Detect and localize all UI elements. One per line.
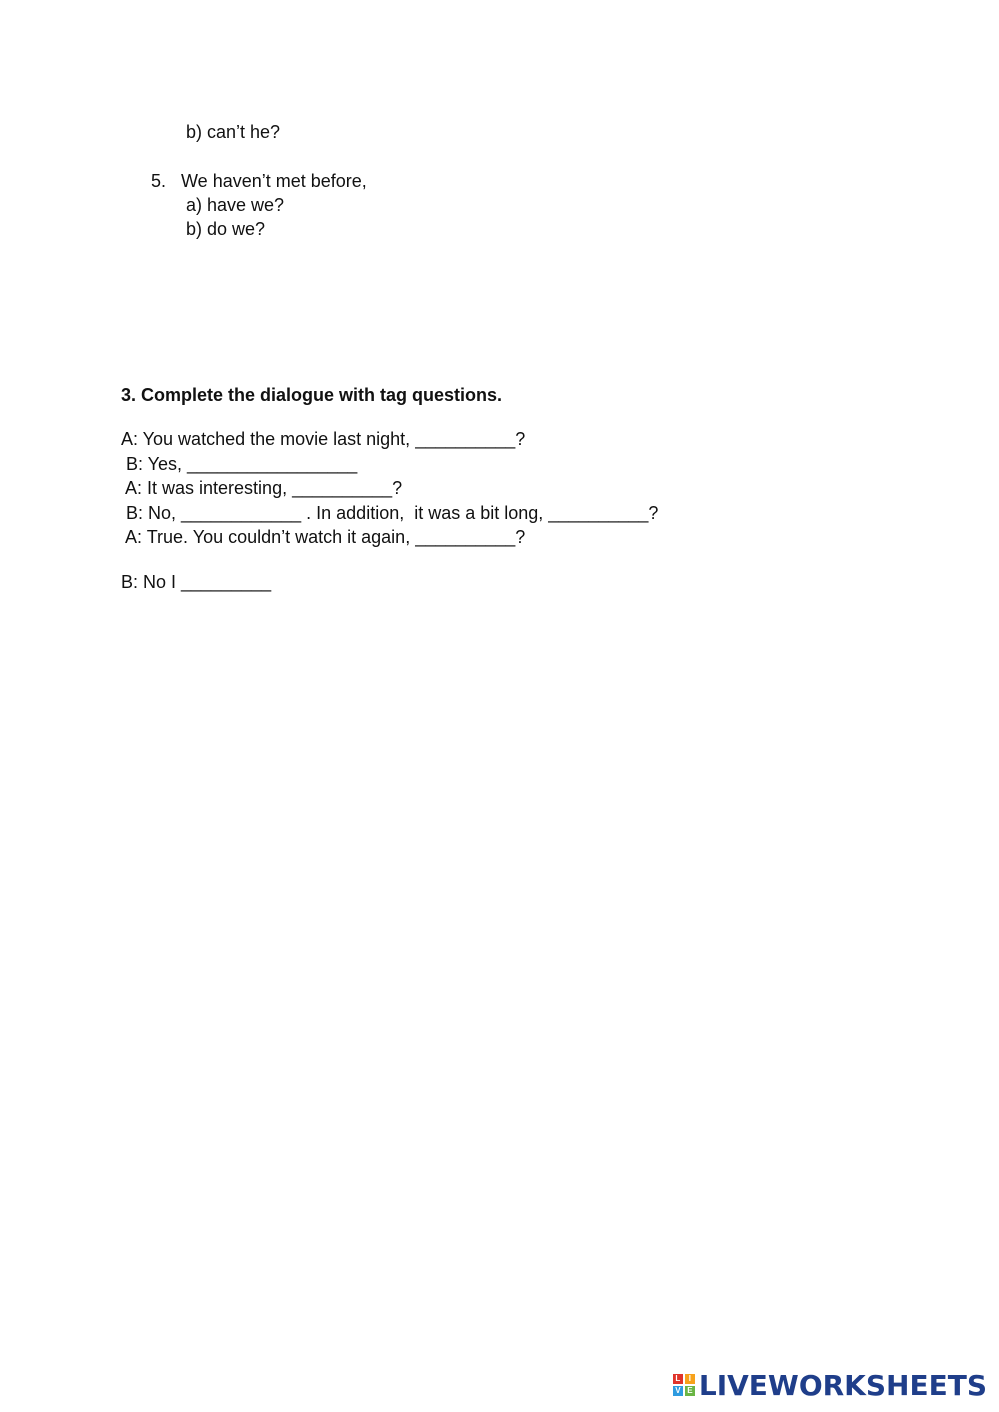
dialogue-line-1: A: You watched the movie last night, __________? bbox=[121, 429, 526, 449]
dialogue-line-4: B: No, ____________ . In addition, it was a bit long, __________? bbox=[121, 503, 659, 523]
logo-mark-icon bbox=[673, 1374, 695, 1396]
logo-mark-l: L bbox=[673, 1374, 683, 1384]
q5-stem: 5. We haven’t met before, bbox=[151, 171, 367, 191]
dialogue-line-3: A: It was interesting, __________? bbox=[121, 478, 403, 498]
q5-option-b: b) do we? bbox=[186, 219, 266, 239]
logo-mark-i: I bbox=[685, 1374, 695, 1384]
dialogue-line-6: B: No I _________ bbox=[121, 572, 272, 592]
q4-option-b: b) can’t he? bbox=[186, 122, 281, 142]
q5-option-a: a) have we? bbox=[186, 195, 285, 215]
dialogue-line-5: A: True. You couldn’t watch it again, __________? bbox=[121, 527, 526, 547]
logo-mark-v: V bbox=[673, 1386, 683, 1396]
logo-mark-e: E bbox=[685, 1386, 695, 1396]
liveworksheets-logo bbox=[673, 1368, 987, 1402]
section3-title: 3. Complete the dialogue with tag questions. bbox=[121, 385, 503, 405]
logo-text: LIVEWORKSHEETS bbox=[698, 1368, 987, 1402]
dialogue-line-2: B: Yes, _________________ bbox=[121, 454, 358, 474]
